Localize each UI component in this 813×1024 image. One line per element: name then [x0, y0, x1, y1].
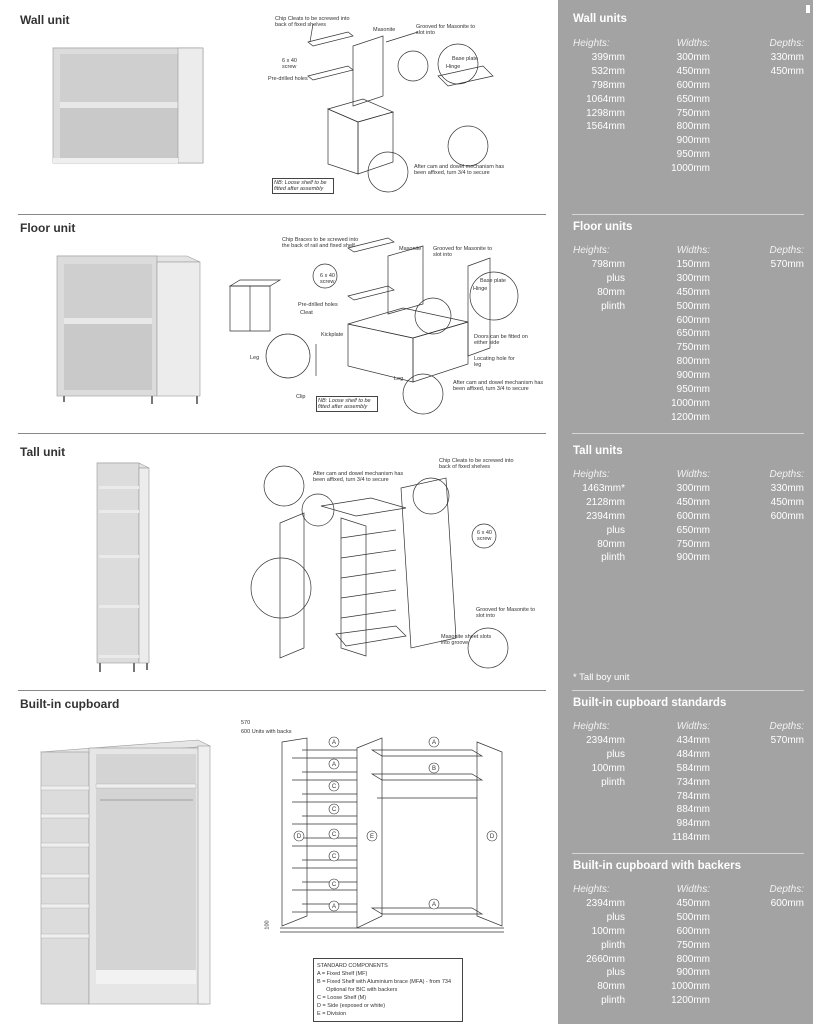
standard-components-title: STANDARD COMPONENTS — [317, 963, 388, 969]
letter-d: D — [489, 834, 495, 840]
width-value: 584mm — [676, 762, 710, 774]
wall-widths-col — [650, 37, 710, 176]
wall-note-nb: NB: Loose shelf to be fitted after assembly — [272, 178, 334, 194]
width-value: 600mm — [676, 314, 710, 326]
width-value: 600mm — [676, 925, 710, 937]
standard-component-item: D = Side (exposed or white) — [317, 1003, 386, 1009]
width-value: 950mm — [676, 384, 710, 396]
floor-note-hinge: Hinge — [473, 286, 488, 292]
width-value: 150mm — [676, 258, 710, 270]
depth-value: 600mm — [770, 510, 804, 522]
depth-value: 600mm — [770, 897, 804, 909]
width-value: 750mm — [676, 538, 710, 550]
tall-note-chip: Chip Cleats to be screwed into back of fixed shelves — [439, 458, 514, 470]
specs-panel — [558, 0, 813, 1024]
builtin-dim-100: 100 — [264, 920, 271, 930]
width-value: 900mm — [676, 135, 710, 147]
depth-value: 330mm — [770, 51, 804, 63]
height-value: plinth — [601, 776, 625, 788]
height-value: plus — [606, 967, 625, 979]
height-value: 80mm — [597, 538, 625, 550]
widths-label: Widths: — [676, 245, 710, 256]
wall-note-grooved: Grooved for Masonite to slot into — [416, 24, 476, 36]
letter-c: C — [331, 807, 337, 813]
letter-c: C — [331, 832, 337, 838]
depth-value: 570mm — [770, 734, 804, 746]
panel-divider — [572, 853, 804, 854]
height-value: 1564mm — [586, 121, 625, 133]
tall-note-cam: After cam and dowel mechanism has been affixed, turn 3/4 to secure — [313, 471, 404, 483]
width-value: 1184mm — [671, 832, 710, 844]
width-value: 600mm — [676, 79, 710, 91]
height-value: plus — [606, 911, 625, 923]
floor-note-nb: NB: Loose shelf to be fitted after assembly — [316, 396, 378, 412]
height-value: 798mm — [591, 79, 625, 91]
floor-depths-col — [744, 244, 804, 272]
letter-d: D — [296, 834, 302, 840]
width-value: 450mm — [676, 65, 710, 77]
builtin-cupboard-title: Built-in cupboard — [20, 697, 120, 711]
bicb-depths-col — [744, 883, 804, 911]
bicb-widths-col — [650, 883, 710, 1008]
depths-label: Depths: — [769, 721, 804, 732]
width-value: 500mm — [676, 911, 710, 923]
width-value: 1000mm — [671, 397, 710, 409]
height-value: 2394mm — [586, 734, 625, 746]
width-value: 1200mm — [671, 995, 710, 1007]
width-value: 300mm — [676, 482, 710, 494]
letter-a: A — [331, 762, 337, 768]
height-value: 1064mm — [586, 93, 625, 105]
letter-e: E — [369, 834, 375, 840]
floor-note-holes: Pre-drilled holes — [298, 302, 338, 308]
tall-heights-col — [573, 468, 633, 565]
width-value: 900mm — [676, 370, 710, 382]
floor-note-screw: 6 x 40 screw — [320, 273, 335, 285]
width-value: 1200mm — [671, 411, 710, 423]
wall-note-screw: 6 x 40 screw — [282, 58, 297, 70]
wall-note-chip: Chip Cleats to be screwed into back of fixed shelves — [275, 16, 350, 28]
floor-note-leg2: Leg — [394, 376, 404, 382]
depth-value: 450mm — [770, 496, 804, 508]
corner-marker — [806, 5, 810, 13]
height-value: plus — [606, 272, 625, 284]
widths-label: Widths: — [676, 469, 710, 480]
width-value: 434mm — [676, 734, 710, 746]
floor-heights-col — [573, 244, 633, 314]
width-value: 950mm — [676, 149, 710, 161]
width-value: 750mm — [676, 342, 710, 354]
builtin-cupboard-image — [38, 738, 216, 1012]
height-value: plus — [606, 524, 625, 536]
wall-note-masonite: Masonite — [373, 27, 396, 33]
height-value: plus — [606, 748, 625, 760]
width-value: 450mm — [676, 286, 710, 298]
heights-label: Heights: — [573, 245, 610, 256]
floor-note-doors: Doors can be fitted on either side — [474, 334, 528, 346]
bicb-heights-col — [573, 883, 633, 1008]
panel-divider — [572, 433, 804, 434]
heights-label: Heights: — [573, 721, 610, 732]
tall-depths-col — [744, 468, 804, 524]
width-value: 984mm — [676, 818, 710, 830]
height-value: 1463mm* — [582, 482, 625, 494]
width-value: 484mm — [676, 748, 710, 760]
height-value: 80mm — [597, 981, 625, 993]
height-value: 80mm — [597, 286, 625, 298]
width-value: 784mm — [676, 790, 710, 802]
height-value: plinth — [601, 300, 625, 312]
wall-heights-col — [573, 37, 633, 134]
wall-note-base: Base plate — [452, 56, 478, 62]
tall-unit-title: Tall unit — [20, 445, 66, 459]
depth-value: 450mm — [770, 65, 804, 77]
wall-unit-cabinet-image — [48, 44, 208, 168]
panel-divider — [572, 690, 804, 691]
bic-widths-col — [650, 720, 710, 845]
depths-label: Depths: — [769, 884, 804, 895]
floor-unit-cabinet-image — [52, 252, 207, 408]
floor-widths-col — [650, 244, 710, 425]
width-value: 1000mm — [671, 981, 710, 993]
divider — [18, 214, 546, 215]
height-value: 2394mm — [586, 510, 625, 522]
height-value: 100mm — [591, 762, 625, 774]
tall-note-masonite: Masonite sheet slots into groove — [441, 634, 492, 646]
height-value: 1298mm — [586, 107, 625, 119]
floor-note-clip: Clip — [296, 394, 306, 400]
tall-unit-cabinet-image — [94, 460, 160, 678]
bic-heights-col — [573, 720, 633, 790]
panel-divider — [572, 214, 804, 215]
wall-note-holes: Pre-drilled holes — [268, 76, 308, 82]
floor-note-locating: Locating hole for leg — [474, 356, 515, 368]
wall-unit-title: Wall unit — [20, 13, 70, 27]
bic-depths-col — [744, 720, 804, 748]
width-value: 650mm — [676, 93, 710, 105]
builtin-dim-600: 600 Units with backs — [241, 729, 292, 735]
height-value: 2128mm — [586, 496, 625, 508]
divider — [18, 433, 546, 434]
heights-label: Heights: — [573, 38, 610, 49]
wall-note-cam: After cam and dowel mechanism has been affixed, turn 3/4 to secure — [414, 164, 505, 176]
tall-units-title: Tall units — [573, 445, 623, 457]
letter-a: A — [431, 902, 437, 908]
letter-a: A — [331, 904, 337, 910]
heights-label: Heights: — [573, 884, 610, 895]
width-value: 800mm — [676, 953, 710, 965]
height-value: 532mm — [591, 65, 625, 77]
width-value: 300mm — [676, 51, 710, 63]
depths-label: Depths: — [769, 469, 804, 480]
standard-component-item: E = Division — [317, 1011, 347, 1017]
height-value: 100mm — [591, 925, 625, 937]
width-value: 750mm — [676, 939, 710, 951]
width-value: 300mm — [676, 272, 710, 284]
standard-component-item: B = Fixed Shelf with Aluminium brace (MFA) - from 734 — [317, 979, 452, 985]
tall-widths-col — [650, 468, 710, 565]
width-value: 450mm — [676, 496, 710, 508]
floor-note-kickplate: Kickplate — [321, 332, 344, 338]
letter-b: B — [431, 766, 437, 772]
width-value: 900mm — [676, 967, 710, 979]
width-value: 734mm — [676, 776, 710, 788]
floor-units-title: Floor units — [573, 221, 633, 233]
wall-depths-col — [744, 37, 804, 79]
standard-component-item: A = Fixed Shelf (MF) — [317, 971, 368, 977]
wall-note-hinge: Hinge — [446, 64, 461, 70]
bic-backers-title: Built-in cupboard with backers — [573, 860, 742, 872]
floor-note-leg: Leg — [250, 355, 260, 361]
width-value: 884mm — [676, 804, 710, 816]
floor-note-base: Base plate — [480, 278, 506, 284]
letter-a: A — [431, 740, 437, 746]
width-value: 600mm — [676, 510, 710, 522]
letter-c: C — [331, 784, 337, 790]
width-value: 750mm — [676, 107, 710, 119]
letter-c: C — [331, 854, 337, 860]
depths-label: Depths: — [769, 38, 804, 49]
width-value: 650mm — [676, 328, 710, 340]
tall-boy-footnote: * Tall boy unit — [573, 672, 630, 683]
builtin-cupboard-diagram — [262, 736, 512, 936]
width-value: 500mm — [676, 300, 710, 312]
floor-note-grooved: Grooved for Masonite to slot into — [433, 246, 493, 258]
width-value: 800mm — [676, 121, 710, 133]
builtin-dim-570: 570 — [241, 720, 251, 726]
widths-label: Widths: — [676, 884, 710, 895]
standard-components-box — [313, 958, 463, 1022]
floor-unit-title: Floor unit — [20, 221, 76, 235]
divider — [18, 690, 546, 691]
height-value: 798mm — [591, 258, 625, 270]
standard-component-item: Optional for BIC with backers — [317, 987, 398, 993]
standard-component-item: C = Loose Shelf (M) — [317, 995, 367, 1001]
width-value: 800mm — [676, 356, 710, 368]
floor-note-cam: After cam and dowel mechanism has been affixed, turn 3/4 to secure — [453, 380, 544, 392]
height-value: plinth — [601, 939, 625, 951]
floor-note-chip: Chip Braces to be screwed into the back of rail and fixed shelf — [282, 237, 359, 249]
height-value: 399mm — [591, 51, 625, 63]
letter-a: A — [331, 740, 337, 746]
width-value: 1000mm — [671, 163, 710, 175]
height-value: plinth — [601, 995, 625, 1007]
height-value: 2660mm — [586, 953, 625, 965]
heights-label: Heights: — [573, 469, 610, 480]
widths-label: Widths: — [676, 721, 710, 732]
bic-standards-title: Built-in cupboard standards — [573, 697, 727, 709]
depth-value: 330mm — [770, 482, 804, 494]
height-value: plinth — [601, 552, 625, 564]
height-value: 2394mm — [586, 897, 625, 909]
widths-label: Widths: — [676, 38, 710, 49]
depths-label: Depths: — [769, 245, 804, 256]
tall-note-screw: 6 x 40 screw — [477, 530, 492, 542]
floor-note-masonite: Masonite — [399, 246, 422, 252]
width-value: 900mm — [676, 552, 710, 564]
letter-c: C — [331, 882, 337, 888]
wall-units-title: Wall units — [573, 13, 627, 25]
width-value: 650mm — [676, 524, 710, 536]
tall-note-grooved: Grooved for Masonite to slot into — [476, 607, 536, 619]
depth-value: 570mm — [770, 258, 804, 270]
width-value: 450mm — [676, 897, 710, 909]
floor-note-cleat: Cleat — [300, 310, 313, 316]
